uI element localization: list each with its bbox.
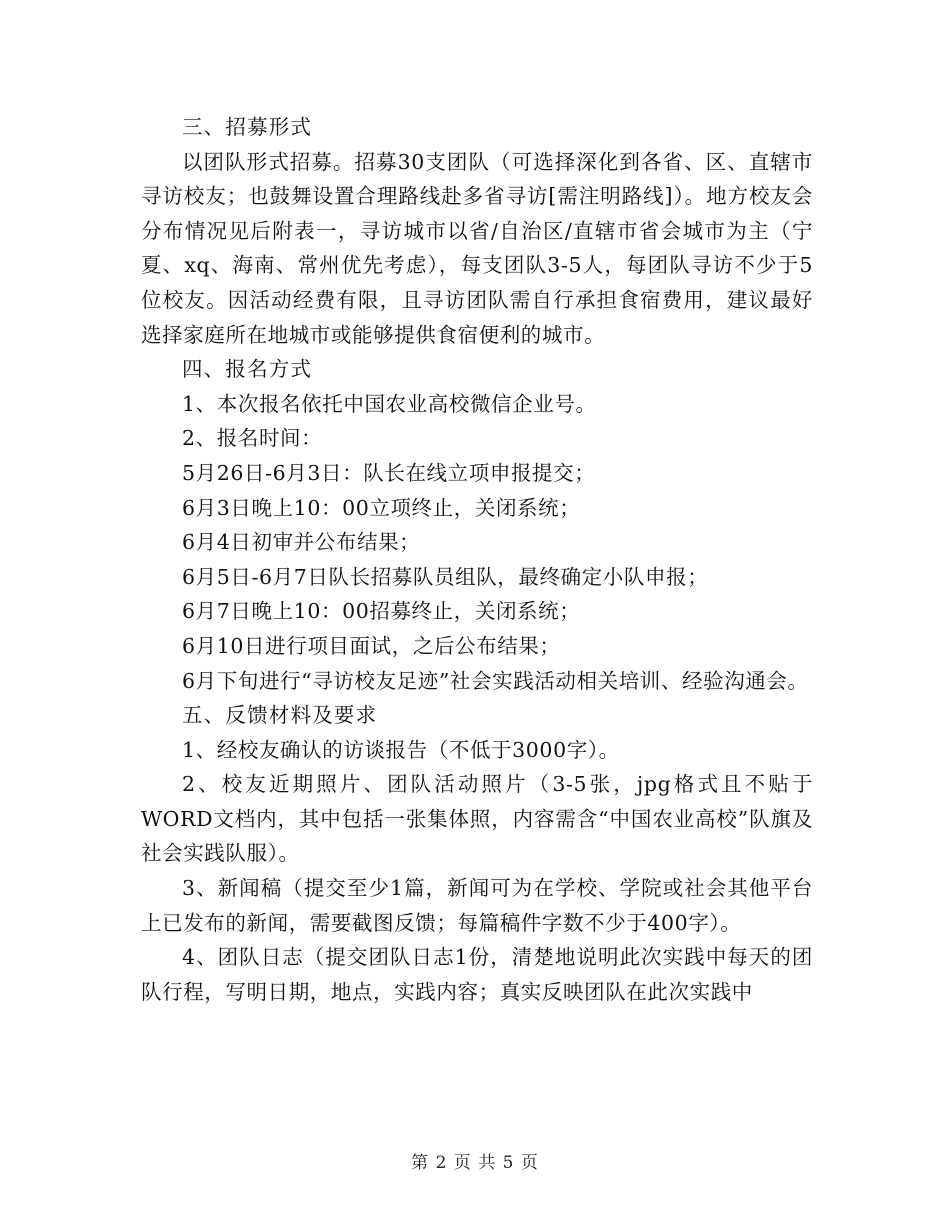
document-body: [141, 110, 813, 1009]
page-number-footer: 第 2 页 共 5 页: [411, 1153, 539, 1173]
schedule-item: 6月5日-6月7日队长招募队员组队，最终确定小队申报；: [182, 564, 709, 589]
paragraph-recruitment-details: 以团队形式招募。招募30支团队（可选择深化到各省、区、直辖市寻访校友；也鼓舞设置合理路线赴多省寻访[需注明路线]）。地方校友会分布情况见后附表一，寻访城市以省/自治区/直辖市省会城市为主（宁夏、xq、海南、常州优先考虑），每支团队3-5人，每团队寻访不少于5位校友。因活动经费有限，且寻访团队需自行承担食宿费用，建议最好选择家庭所在地城市或能够提供食宿便利的城市。: [141, 149, 813, 347]
section-heading-feedback-materials: 五、反馈材料及要求: [182, 703, 378, 728]
feedback-item: 4、团队日志（提交团队日志1份，清楚地说明此次实践中每天的团队行程，写明日期，地点，实践内容；真实反映团队在此次实践中: [141, 945, 813, 1004]
schedule-item: 6月下旬进行“寻访校友足迹”社会实践活动相关培训、经验沟通会。: [182, 668, 809, 693]
paragraph-registration-time: 2、报名时间：: [182, 426, 323, 451]
section-heading-registration-method: 四、报名方式: [182, 357, 313, 382]
feedback-item: 2、校友近期照片、团队活动照片（3-5张，jpg格式且不贴于WORD文档内，其中包括一张集体照，内容需含“中国农业高校”队旗及社会实践队服）。: [141, 772, 813, 866]
schedule-item: 6月4日初审并公布结果；: [182, 530, 421, 555]
paragraph-registration-platform: 1、本次报名依托中国农业高校微信企业号。: [182, 391, 597, 416]
schedule-item: 6月10日进行项目面试，之后公布结果；: [182, 633, 561, 658]
schedule-item: 6月3日晚上10：00立项终止，关闭系统；: [182, 495, 581, 520]
section-heading-recruitment-form: 三、招募形式: [182, 115, 313, 139]
schedule-item: 6月7日晚上10：00招募终止，关闭系统；: [182, 599, 581, 624]
feedback-item: 1、经校友确认的访谈报告（不低于3000字）。: [182, 737, 620, 762]
schedule-item: 5月26日-6月3日：队长在线立项申报提交；: [182, 460, 596, 485]
feedback-item: 3、新闻稿（提交至少1篇，新闻可为在学校、学院或社会其他平台上已发布的新闻，需要截图反馈；每篇稿件字数不少于400字）。: [141, 876, 813, 935]
